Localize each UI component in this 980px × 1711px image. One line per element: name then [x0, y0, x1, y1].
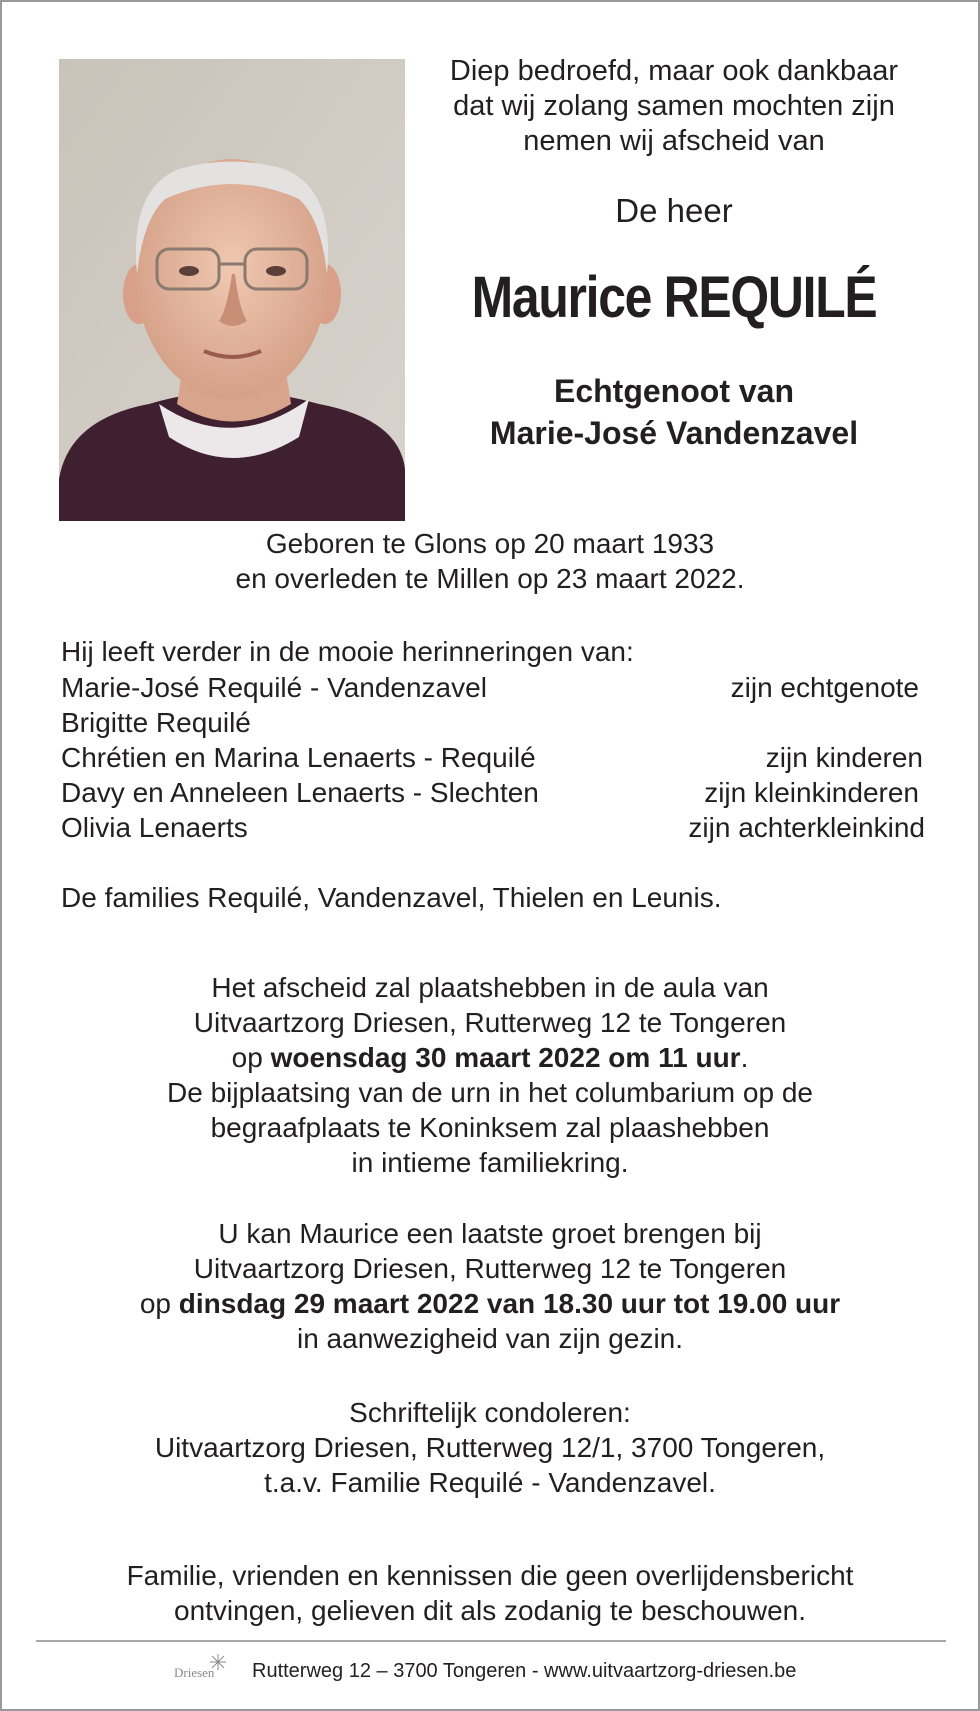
- visit-date: dinsdag 29 maart 2022 van 18.30 uur tot 19.00 uur: [178, 1288, 841, 1319]
- survivor-name: Davy en Anneleen Lenaerts - Slechten: [61, 777, 539, 808]
- footer-divider: [36, 1640, 946, 1642]
- memory-heading: Hij leeft verder in de mooie herinneringen van:: [61, 636, 634, 667]
- logo-graphic: [172, 1650, 232, 1692]
- birth-line: Geboren te Glons op 20 maart 1933: [265, 528, 715, 559]
- farewell-line: Het afscheid zal plaatshebben in de aula van: [211, 972, 769, 1003]
- survivor-name: Marie-José Requilé - Vandenzavel: [61, 672, 487, 703]
- visit-date-line: [2, 1286, 978, 1321]
- intro-line: dat wij zolang samen mochten zijn: [453, 90, 895, 122]
- visit-line: Uitvaartzorg Driesen, Rutterweg 12 te Tongeren: [193, 1253, 787, 1284]
- condolence-block: [2, 1395, 978, 1500]
- farewell-prefix: op: [231, 1042, 271, 1073]
- survivor-relation: zijn kinderen: [765, 742, 923, 773]
- farewell-suffix: .: [740, 1042, 749, 1073]
- honorific: De heer: [615, 192, 733, 229]
- survivor-row: [61, 740, 925, 775]
- visit-line: in aanwezigheid van zijn gezin.: [296, 1323, 684, 1354]
- survivor-row: [61, 775, 925, 810]
- farewell-line: Uitvaartzorg Driesen, Rutterweg 12 te Tongeren: [193, 1007, 787, 1038]
- visit-line: U kan Maurice een laatste groet brengen bij: [218, 1218, 762, 1249]
- visit-block: [2, 1216, 978, 1356]
- farewell-line: De bijplaatsing van de urn in het columbarium op de: [167, 1077, 813, 1108]
- logo-wordmark: Driesen: [174, 1665, 215, 1680]
- survivor-row: [61, 705, 925, 740]
- spouse-text: [414, 370, 934, 454]
- farewell-date: woensdag 30 maart 2022 om 11 uur: [270, 1042, 741, 1073]
- survivor-row: [61, 810, 925, 845]
- condolence-line: Schriftelijk condoleren:: [349, 1397, 631, 1428]
- survivor-relation: zijn achterkleinkind: [688, 812, 925, 843]
- survivors-list: [61, 670, 925, 845]
- intro-line: nemen wij afscheid van: [523, 125, 825, 157]
- spouse-line: Marie-José Vandenzavel: [489, 415, 859, 451]
- portrait-photo: [59, 59, 405, 521]
- survivor-relation: zijn echtgenote: [730, 672, 919, 703]
- intro-line: Diep bedroefd, maar ook dankbaar: [449, 55, 899, 87]
- notice-block: [2, 1558, 978, 1628]
- funeral-home-logo: [172, 1650, 232, 1692]
- life-dates: [2, 526, 978, 596]
- notice-line: Familie, vrienden en kennissen die geen overlijdensbericht: [126, 1560, 854, 1591]
- farewell-block: [2, 970, 978, 1180]
- condolence-line: t.a.v. Familie Requilé - Vandenzavel.: [264, 1467, 716, 1498]
- survivor-row: [61, 670, 925, 705]
- intro-text: [414, 54, 934, 159]
- portrait-illustration: [59, 59, 405, 521]
- farewell-line: in intieme familiekring.: [351, 1147, 629, 1178]
- farewell-date-line: [2, 1040, 978, 1075]
- families-line: De families Requilé, Vandenzavel, Thielen en Leunis.: [61, 882, 722, 913]
- notice-line: ontvingen, gelieven dit als zodanig te beschouwen.: [174, 1595, 806, 1626]
- survivor-name: Chrétien en Marina Lenaerts - Requilé: [61, 742, 536, 773]
- deceased-name: Maurice REQUILÉ: [471, 265, 877, 330]
- death-line: en overleden te Millen op 23 maart 2022.: [235, 563, 745, 594]
- farewell-line: begraafplaats te Koninksem zal plaashebben: [210, 1112, 770, 1143]
- survivor-name: Olivia Lenaerts: [61, 812, 248, 843]
- survivor-relation: zijn kleinkinderen: [704, 777, 919, 808]
- footer-address: Rutterweg 12 – 3700 Tongeren - www.uitvaartzorg-driesen.be: [252, 1660, 797, 1682]
- survivor-name: Brigitte Requilé: [61, 707, 251, 738]
- visit-prefix: op: [139, 1288, 179, 1319]
- spouse-line: Echtgenoot van: [553, 373, 794, 409]
- condolence-line: Uitvaartzorg Driesen, Rutterweg 12/1, 3700 Tongeren,: [154, 1432, 826, 1463]
